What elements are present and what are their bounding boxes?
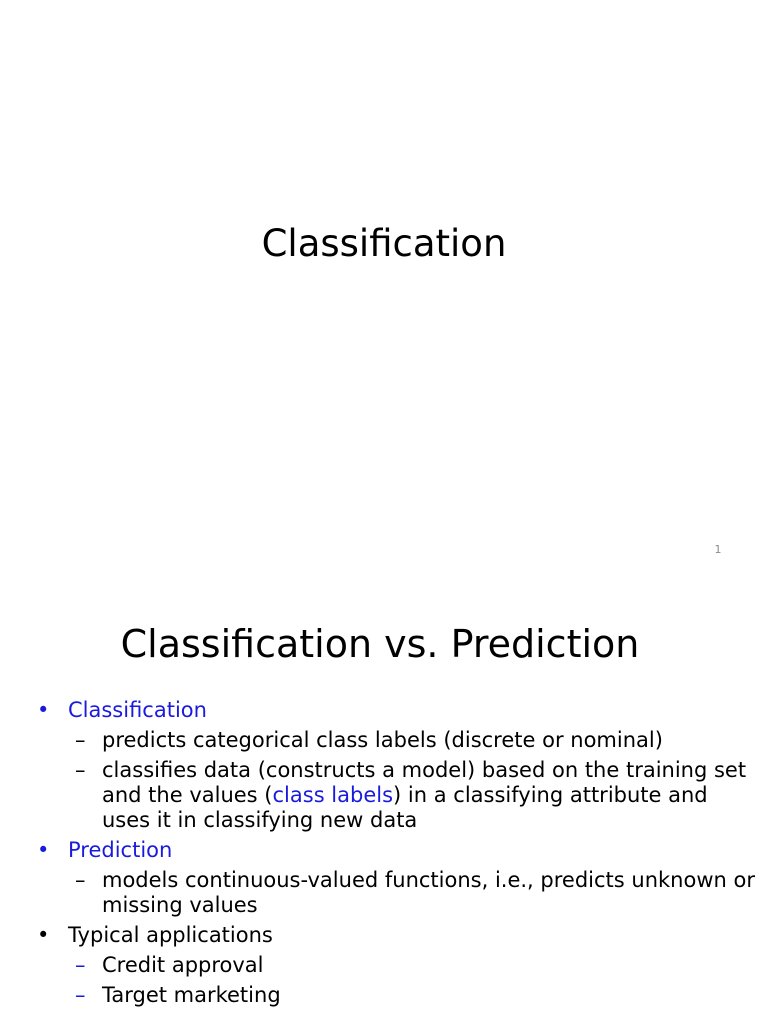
dash-icon: – (75, 868, 86, 892)
dash-icon: – (75, 953, 86, 977)
bullet-classification (0, 698, 760, 723)
page-number: 1 (714, 543, 722, 556)
bullet-text: Prediction (68, 838, 173, 862)
sub-bullet (0, 758, 760, 833)
bullet-prediction (0, 838, 760, 863)
bullet-text: Typical applications (68, 923, 273, 947)
bullet-dot-icon: • (37, 923, 50, 947)
sub-bullet-text: Target marketing (102, 983, 281, 1007)
sub-bullet (0, 868, 760, 918)
bullet-text: Classification (68, 698, 207, 722)
sub-bullet-text: predicts categorical class labels (discrete or nominal) (102, 728, 663, 752)
sub-bullet-text: models continuous-valued functions, i.e., predicts unknown or missing values (102, 868, 755, 917)
dash-icon: – (75, 728, 86, 752)
slide-2-title: Classification vs. Prediction (120, 622, 640, 666)
sub-bullet (0, 983, 760, 1008)
bullet-list (0, 698, 760, 1013)
sub-bullet-text: ) in a classifying attribute and uses it in classifying new data (102, 783, 708, 832)
bullet-applications (0, 923, 760, 948)
bullet-dot-icon: • (37, 838, 50, 862)
slide-1-title: Classification (261, 222, 507, 265)
class-labels-highlight: class labels (272, 783, 394, 807)
sub-bullet-text: Credit approval (102, 953, 264, 977)
dash-icon: – (75, 983, 86, 1007)
sub-bullet-text: classifies data (constructs a model) based on the training set and the values ( (102, 758, 747, 807)
slide-2 (0, 590, 768, 1024)
sub-bullet (0, 728, 760, 753)
dash-icon: – (75, 758, 86, 782)
bullet-dot-icon: • (37, 698, 50, 722)
sub-bullet (0, 953, 760, 978)
